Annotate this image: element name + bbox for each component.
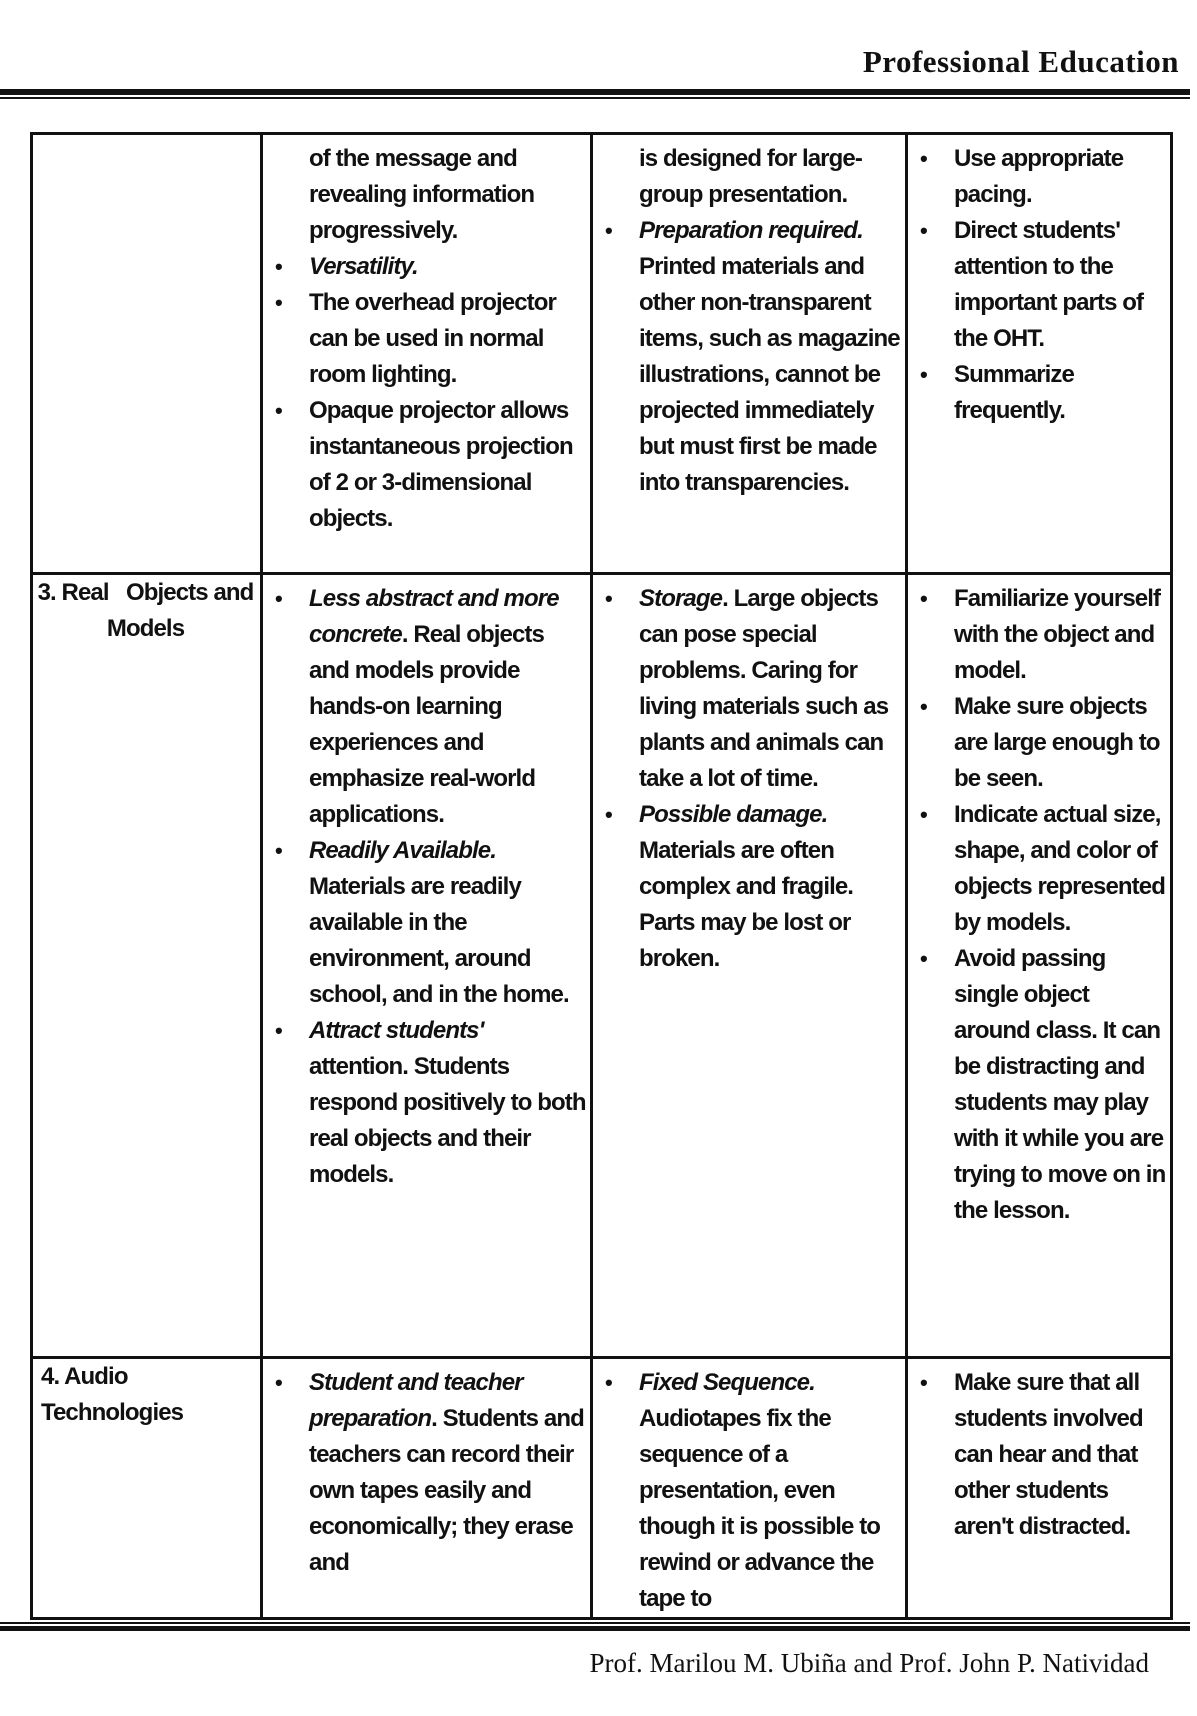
bullet-icon: • xyxy=(920,1370,927,1395)
item-heading: Storage xyxy=(639,585,723,612)
bullet-icon: • xyxy=(605,586,612,611)
item-text: Make sure that all students involved can hear and that other students aren't distracted. xyxy=(954,1369,1143,1540)
item-text: Familiarize yourself with the object and model. xyxy=(954,585,1161,684)
list-item xyxy=(271,249,586,285)
item-text: Indicate actual size, shape, and color of objects represented by models. xyxy=(954,801,1165,936)
limitations-list xyxy=(593,135,905,501)
list-item xyxy=(601,1365,901,1617)
advantages-cell xyxy=(262,1358,592,1619)
bullet-icon: • xyxy=(920,802,927,827)
bullet-icon: • xyxy=(275,1370,282,1395)
bullet-icon: • xyxy=(920,586,927,611)
bullet-icon: • xyxy=(275,398,282,423)
item-text: attention. Students respond positively to both real objects and their models. xyxy=(309,1053,586,1188)
bullet-icon: • xyxy=(275,838,282,863)
list-item xyxy=(916,1365,1166,1545)
guidelines-list xyxy=(908,575,1170,1229)
list-item xyxy=(916,141,1166,213)
item-heading: Preparation required. xyxy=(639,217,863,244)
bullet-icon: • xyxy=(275,290,282,315)
item-heading: Fixed Sequence. xyxy=(639,1369,815,1396)
list-item xyxy=(271,1365,586,1581)
advantages-list xyxy=(263,135,590,537)
header-rule xyxy=(0,89,1190,99)
table-row xyxy=(32,134,1172,574)
running-foot: Prof. Marilou M. Ubiña and Prof. John P. Natividad xyxy=(589,1648,1149,1678)
bullet-icon: • xyxy=(920,362,927,387)
item-text: Use appropriate pacing. xyxy=(954,145,1124,208)
guidelines-list xyxy=(908,1359,1170,1545)
bullet-icon: • xyxy=(275,254,282,279)
item-text: . Students and teachers can record their own tapes easily and economically; they erase and xyxy=(309,1405,584,1576)
table-row xyxy=(32,1358,1172,1619)
list-item xyxy=(916,941,1166,1229)
list-item xyxy=(916,797,1166,941)
item-text: Make sure objects are large enough to be seen. xyxy=(954,693,1160,792)
limitations-list xyxy=(593,1359,905,1617)
bullet-icon: • xyxy=(275,586,282,611)
item-text: Audiotapes fix the sequence of a presentation, even though it is possible to rewind or advance the tape to xyxy=(639,1405,881,1612)
limitations-list xyxy=(593,575,905,977)
item-text: Direct students' attention to the important parts of the OHT. xyxy=(954,217,1144,352)
media-comparison-table xyxy=(30,132,1173,1620)
guidelines-list xyxy=(908,135,1170,429)
item-text: is designed for large-group presentation. xyxy=(639,145,862,208)
limitations-cell xyxy=(592,134,907,574)
bullet-icon: • xyxy=(605,218,612,243)
media-type-cell xyxy=(32,574,262,1358)
item-heading: Possible damage. xyxy=(639,801,828,828)
advantages-list xyxy=(263,575,590,1193)
bullet-icon: • xyxy=(920,218,927,243)
media-type-label: 4. Audio Technologies xyxy=(41,1363,184,1426)
item-text: of the message and revealing information progressively. xyxy=(309,145,535,244)
item-text: Avoid passing single object around class. It can be distracting and students may play with it while you are trying to move on in the lesson. xyxy=(954,945,1166,1224)
list-item xyxy=(916,357,1166,429)
list-item xyxy=(271,393,586,537)
item-heading: Readily Available. xyxy=(309,837,497,864)
item-heading: Versatility. xyxy=(309,253,418,280)
table-row xyxy=(32,574,1172,1358)
bullet-icon: • xyxy=(920,946,927,971)
bullet-icon: • xyxy=(275,1018,282,1043)
item-heading: Student and teacher preparation xyxy=(309,1369,523,1432)
running-head: Professional Education xyxy=(862,44,1179,79)
list-item xyxy=(271,1013,586,1193)
guidelines-cell xyxy=(907,1358,1172,1619)
list-item xyxy=(916,581,1166,689)
list-item xyxy=(271,581,586,833)
media-type-cell xyxy=(32,134,262,574)
item-heading: Attract students' xyxy=(309,1017,484,1044)
bullet-icon: • xyxy=(920,146,927,171)
advantages-cell xyxy=(262,574,592,1358)
list-item xyxy=(271,141,586,249)
list-item xyxy=(271,833,586,1013)
list-item xyxy=(601,213,901,501)
list-item xyxy=(271,285,586,393)
footer-rule xyxy=(0,1622,1190,1631)
list-item xyxy=(916,213,1166,357)
guidelines-cell xyxy=(907,574,1172,1358)
item-text: . Real objects and models provide hands-on learning experiences and emphasize real-world applications. xyxy=(309,621,544,828)
list-item xyxy=(916,689,1166,797)
bullet-icon: • xyxy=(920,694,927,719)
item-text: . Large objects can pose special problems. Caring for living materials such as plants and animals can take a lot of time. xyxy=(639,585,889,792)
guidelines-cell xyxy=(907,134,1172,574)
list-item xyxy=(601,797,901,977)
item-text: Opaque projector allows instantaneous projection of 2 or 3-dimensional objects. xyxy=(309,397,573,532)
item-text: The overhead projector can be used in normal room lighting. xyxy=(309,289,556,388)
advantages-list xyxy=(263,1359,590,1581)
limitations-cell xyxy=(592,1358,907,1619)
item-text: Materials are readily available in the environment, around school, and in the home. xyxy=(309,873,569,1008)
item-text: Printed materials and other non-transparent items, such as magazine illustrations, cannot be projected immediately but must first be made into transparencies. xyxy=(639,253,900,496)
item-heading: Less abstract and more concrete xyxy=(309,585,559,648)
limitations-cell xyxy=(592,574,907,1358)
bullet-icon: • xyxy=(605,802,612,827)
list-item xyxy=(601,141,901,213)
bullet-icon: • xyxy=(605,1370,612,1395)
item-text: Summarize frequently. xyxy=(954,361,1074,424)
media-type-cell xyxy=(32,1358,262,1619)
media-type-label: 3. Real Objects and Models xyxy=(37,579,260,642)
advantages-cell xyxy=(262,134,592,574)
item-text: Materials are often complex and fragile. Parts may be lost or broken. xyxy=(639,837,854,972)
list-item xyxy=(601,581,901,797)
